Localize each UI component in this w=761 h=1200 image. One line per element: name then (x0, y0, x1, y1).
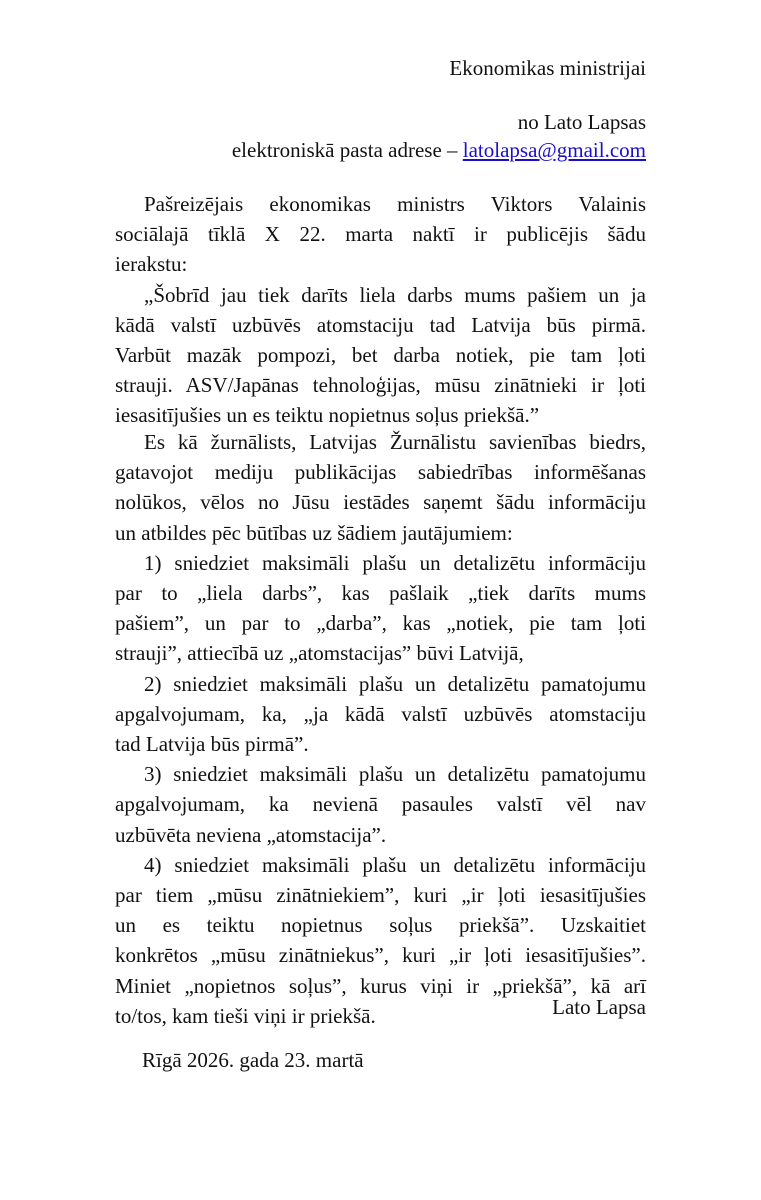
sender-line: no Lato Lapsas (517, 110, 646, 134)
question-2-line: apgalvojumam, ka, „ja kādā valstī uzbūvēs atomstaciju (115, 701, 646, 726)
quote-line: „Šobrīd jau tiek darīts liela darbs mums pašiem un ja (144, 282, 646, 307)
question-2-line: 2) sniedziet maksimāli plašu un detalizētu pamatojumu (144, 671, 646, 696)
recipient-line: Ekonomikas ministrijai (449, 56, 646, 80)
question-4-line: un es teiktu nopietnus soļus priekšā”. Uzskaitiet (115, 913, 646, 938)
text-line: un atbildes pēc būtības uz šādiem jautājumiem: (115, 520, 513, 545)
text-line: Pašreizējais ekonomikas ministrs Viktors Valainis (144, 192, 646, 216)
place-date: Rīgā 2026. gada 23. martā (142, 1048, 364, 1072)
question-1-line: strauji”, attiecībā uz „atomstacijas” būvi Latvijā, (115, 641, 524, 666)
question-1-line: par to „liela darbs”, kas pašlaik „tiek darīts mums (115, 581, 646, 606)
question-4-line: 4) sniedziet maksimāli plašu un detalizētu informāciju (144, 852, 646, 877)
quote-line: iesasitījušies un es teiktu nopietnus soļus priekšā.” (115, 403, 540, 428)
text-line: Es kā žurnālists, Latvijas Žurnālistu savienības biedrs, (144, 430, 646, 454)
question-1-line: 1) sniedziet maksimāli plašu un detalizētu informāciju (144, 550, 646, 575)
question-3-line: apgalvojumam, ka nevienā pasaules valstī vēl nav (115, 792, 646, 817)
text-line: sociālajā tīklā X 22. marta naktī ir publicējis šādu (115, 222, 646, 247)
question-4-line: Miniet „nopietnos soļus”, kurus viņi ir „priekšā”, kā arī (115, 973, 646, 998)
question-4-line: par tiem „mūsu zinātniekiem”, kuri „ir ļoti iesasitījušies (115, 883, 646, 908)
quote-line: strauji. ASV/Japānas tehnoloģijas, mūsu zinātnieki ir ļoti (115, 373, 646, 398)
question-4-line: to/tos, kam tieši viņi ir priekšā. (115, 1003, 376, 1028)
text-line: nolūkos, vēlos no Jūsu iestādes saņemt šādu informāciju (115, 490, 646, 515)
quote-line: Varbūt mazāk pompozi, bet darba notiek, pie tam ļoti (115, 343, 646, 368)
text-line: ierakstu: (115, 252, 188, 277)
text-line: gatavojot mediju publikācijas sabiedrības informēšanas (115, 460, 646, 485)
email-label: elektroniskā pasta adrese – (231, 138, 463, 162)
email-line (232, 136, 646, 164)
signature: Lato Lapsa (552, 995, 646, 1019)
question-3-line: 3) sniedziet maksimāli plašu un detalizētu pamatojumu (144, 762, 646, 787)
question-3-line: uzbūvēta neviena „atomstacija”. (115, 822, 387, 847)
question-2-line: tad Latvija būs pirmā”. (115, 732, 309, 757)
email-link[interactable]: latolapsa@gmail.com (462, 138, 646, 162)
question-4-line: konkrētos „mūsu zinātniekus”, kuri „ir ļoti iesasitījušies”. (115, 943, 646, 968)
paragraph-intro (115, 189, 646, 431)
quote-line: kādā valstī uzbūvēs atomstaciju tad Latvija būs pirmā. (115, 312, 646, 337)
question-1-line: pašiem”, un par to „darba”, kas „notiek, pie tam ļoti (115, 611, 646, 636)
paragraph-request (115, 427, 646, 1031)
